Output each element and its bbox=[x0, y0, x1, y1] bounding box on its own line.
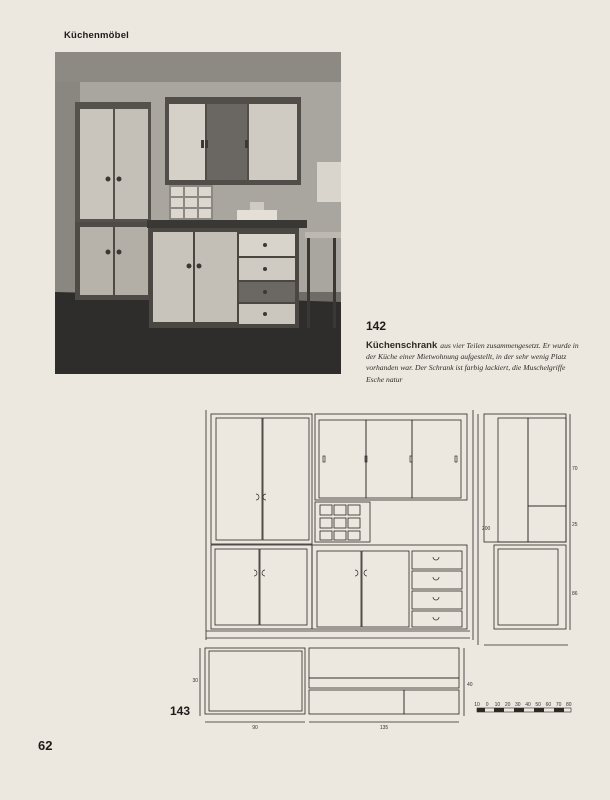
scale-label: 10 bbox=[474, 702, 480, 708]
dim-height-total: 200 bbox=[482, 526, 491, 532]
scale-bar bbox=[477, 708, 571, 712]
dim-height-lower: 86 bbox=[572, 591, 578, 597]
scale-label: 50 bbox=[535, 702, 541, 708]
running-header: Küchenmöbel bbox=[64, 30, 130, 41]
scale-label: 10 bbox=[494, 702, 501, 708]
dim-depth-left: 30 bbox=[192, 678, 198, 684]
scale-label: 60 bbox=[545, 702, 552, 708]
scale-label: 80 bbox=[566, 702, 572, 708]
caption-text: aus vier Teilen zusammengesetzt. Er wurde in der Küche einer Mietwohnung aufgestellt, in der sehr wenig Platz vorhanden war. Der Schrank ist farbig lackiert, die Muschelgriffe Esche natur bbox=[366, 341, 579, 384]
figure-143-number: 143 bbox=[170, 704, 191, 718]
dim-width-left: 90 bbox=[252, 725, 258, 731]
dim-width-right: 135 bbox=[379, 725, 389, 731]
scale-label: 70 bbox=[555, 702, 562, 708]
figure-142-number: 142 bbox=[366, 319, 387, 333]
scale-label: 30 bbox=[515, 702, 521, 708]
scale-label: 20 bbox=[504, 702, 511, 708]
dim-height-upper: 70 bbox=[572, 466, 578, 472]
caption-title: Küchenschrank bbox=[366, 340, 438, 351]
dim-depth-right: 40 bbox=[467, 682, 473, 688]
scale-label: 0 bbox=[485, 702, 489, 708]
dim-height-mid: 25 bbox=[572, 522, 578, 528]
page-number: 62 bbox=[38, 738, 53, 753]
scale-label: 40 bbox=[525, 702, 531, 708]
